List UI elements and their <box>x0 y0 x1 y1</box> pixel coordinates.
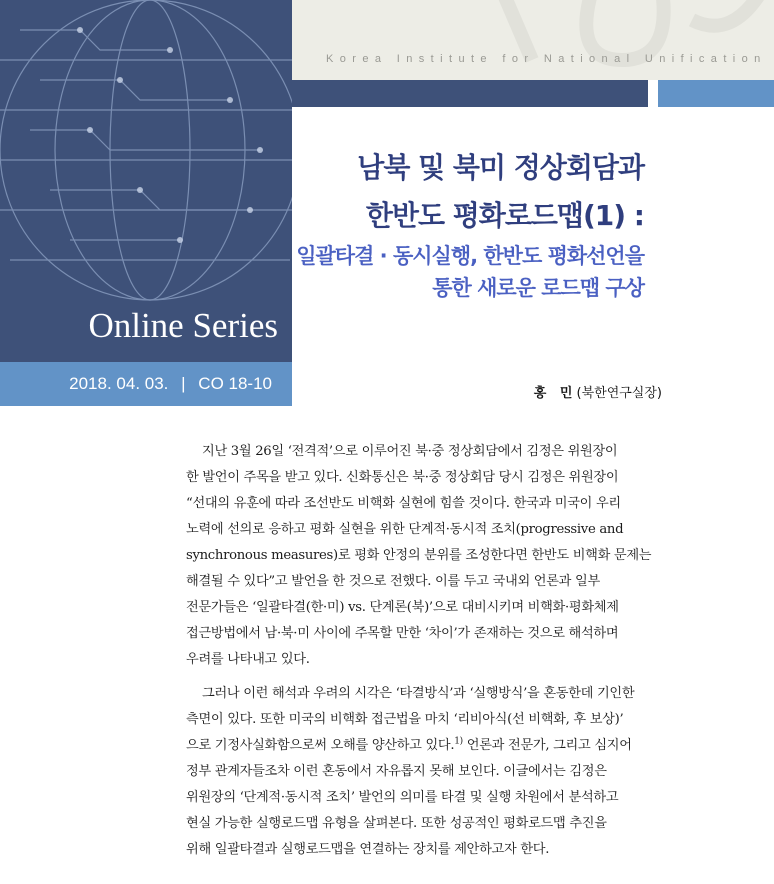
text-line: “선대의 유훈에 따라 조선반도 비핵화 실현에 힘쓸 것이다. 한국과 미국이 우리 <box>186 496 621 511</box>
issue-separator: | <box>181 374 186 393</box>
author-name: 홍 민 <box>533 386 573 401</box>
title-line-2: 한반도 평화로드맵(1) : <box>365 199 644 232</box>
cover-panel <box>0 0 292 362</box>
text-line: synchronous measures)로 평화 안정의 분위를 조성한다면 한반도 비핵화 문제는 <box>186 548 652 563</box>
text-line: 전문가들은 ‘일괄타결(한·미) vs. 단계론(북)’으로 대비시키며 비핵화·평화체제 <box>186 600 619 615</box>
author <box>534 382 662 401</box>
header-banner <box>292 0 774 80</box>
text-line: 위해 일괄타결과 실행로드맵을 연결하는 장치를 제안하고자 한다. <box>186 842 550 857</box>
text-line: 노력에 선의로 응하고 평화 실현을 위한 단계적·동시적 조치(progressive and <box>186 522 624 537</box>
header-bar-blue <box>658 80 774 107</box>
header-bar-navy <box>292 80 648 107</box>
text-line: 우려를 나타내고 있다. <box>186 652 310 667</box>
text-line: 측면이 있다. 또한 미국의 비핵화 접근법을 마치 ‘리비아식(선 비핵화, 후 보상)’ <box>186 712 624 727</box>
text-line: 지난 3월 26일 ‘전격적’으로 이루어진 북·중 정상회담에서 김정은 위원장이 <box>202 444 618 459</box>
text-segment: 언론과 전문가, 그리고 심지어 <box>466 738 632 753</box>
series-name: Online Series <box>88 306 278 345</box>
subtitle-line-2: 통한 새로운 로드맵 구상 <box>432 276 644 300</box>
text-line: 정부 관계자들조차 이런 혼동에서 자유롭지 못해 보인다. 이글에서는 김정은 <box>186 764 607 779</box>
author-affiliation: (북한연구실장) <box>576 386 662 401</box>
text-line: 그러나 이런 해석과 우려의 시각은 ‘타결방식’과 ‘실행방식’을 혼동한데 기인한 <box>202 686 635 701</box>
issue-code: CO 18-10 <box>198 374 272 393</box>
text-line <box>186 734 660 753</box>
watermark-logo <box>292 0 774 80</box>
footnote-ref[interactable]: 1) <box>454 736 463 747</box>
issue-date: 2018. 04. 03. <box>69 374 169 393</box>
text-line: 해결될 수 있다”고 발언을 한 것으로 전했다. 이를 두고 국내외 언론과 일부 <box>186 574 600 589</box>
text-line: 한 발언이 주목을 받고 있다. 신화통신은 북·중 정상회담 당시 김정은 위원장이 <box>186 470 619 485</box>
text-line: 위원장의 ‘단계적·동시적 조치’ 발언의 의미를 타결 및 실행 차원에서 분석하고 <box>186 790 619 805</box>
subtitle-line-1: 일괄타결 · 동시실행, 한반도 평화선언을 <box>296 244 644 268</box>
issue-info <box>0 362 292 406</box>
text-segment: 으로 기정사실화함으로써 오해를 양산하고 있다. <box>186 738 455 753</box>
text-line: 현실 가능한 실행로드맵 유형을 살펴본다. 또한 성공적인 평화로드맵 추진을 <box>186 816 607 831</box>
title-line-1: 남북 및 북미 정상회담과 <box>357 151 644 184</box>
institute-name: Korea Institute for National Unification <box>326 53 767 65</box>
text-line: 접근방법에서 남·북·미 사이에 주목할 만한 ‘차이’가 존재하는 것으로 해석하며 <box>186 626 619 641</box>
